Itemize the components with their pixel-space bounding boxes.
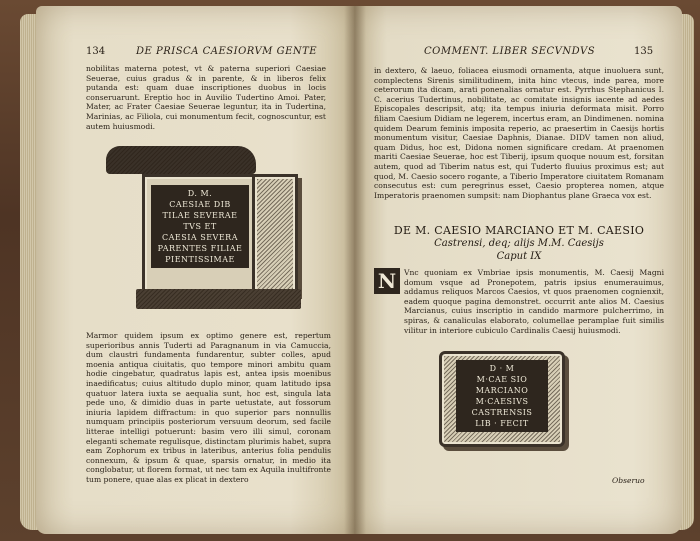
right-running-head: COMMENT. LIBER SECVNDVS bbox=[424, 46, 596, 57]
stone-capital bbox=[106, 146, 256, 174]
stone-side bbox=[252, 174, 298, 295]
right-body-paragraph: Vnc quoniam ex Vmbriae ipsis monumentis, M. Caesij Magni domum vsque ad Pronepotem, patris ipsius enumerauimus, addamus reliquos Marcos Caesios, vt quos praenomen cognienxit, eadem quoque pagina demonstret. occurrit ante alios M. Caesius Marcianus, cuius inscriptio in candido marmore pulcherrimo, in spiras, & canaliculas elaborato, columellae peramplae fuit similis vilitur in interiore cubiculo Cardinalis Caesij huiusmodi. bbox=[404, 268, 664, 335]
left-page-number: 134 bbox=[86, 46, 106, 57]
stone-base bbox=[136, 289, 301, 309]
right-top-paragraph: in dextero, & laeuo, foliacea eiusmodi ornamenta, atque inuoluera sunt, complectens Sirenis similitudinem, inita hinc vtecus, inde parea, more ceterorum ita dicam, arati ponenalias ornatur est. Pyrrhus Stephanicus I. C. acerius Tudertinus, nobilitate, ac comitate insignis iacente ad aedes Episcopales descripsit, atq; ita tempus iniuria deformata misit. Porro filiam Caesium Didiam ne legerem, incertus eram, an Dindimenen. nomina quidem Dearum feminis imposita reperio, ac praesertim in Caesijs hortis monumentum visitur, Caesiae Daphnis, Dianae. DIDV tamen non aliud, quam Didus, hoc est, Didona nomen significare credam. At praenomen mariti Caesiae Seuerae, hoc est Tiberij, ipsum quoque nouum est, forsitan autem, quod ad Tiberim natus est, qui Tuderto fluuius proximus est; aut quod, M. Caesio socero rogante, a Tiberio Imperatore ciuitatem Romanam consecutus est: cum peregrinus esset, Caesio propterea nomen, atque Imperatoris praenomen sumpsit: nam Diophantus plane Graeca vox est. bbox=[374, 66, 664, 200]
cippus-engraving bbox=[106, 146, 306, 326]
column-drum bbox=[439, 351, 565, 447]
open-book bbox=[14, 6, 696, 536]
book-gutter bbox=[344, 6, 366, 534]
decorated-initial: N bbox=[374, 268, 400, 294]
catchword: Obseruo bbox=[612, 476, 645, 485]
chapter-number: Caput IX bbox=[496, 251, 542, 262]
chapter-title: DE M. CAESIO MARCIANO ET M. CAESIO bbox=[393, 224, 645, 237]
right-page bbox=[354, 6, 682, 534]
column-engraving bbox=[439, 351, 569, 451]
right-page-number: 135 bbox=[634, 46, 654, 57]
left-inscription: D. M. CAESIAE DIB TILAE SEVERAE TVS ET CAESIA SEVERA PARENTES FILIAE PIENTISSIMAE bbox=[151, 185, 249, 268]
left-top-paragraph: nobilitas materna potest, vt & paterna superiori Caesiae Seuerae, cuius gradus & in parente, & in liberos felix putanda est: quam duae inscriptiones duobus in locis conseruarunt. Ereptio hoc in Auvilio Tudertino Amoi. Pater, Mater, ac Frater Caesiae Seuerae leguntur, ita in Tudertina, Marinias, ac Filiola, cui monumentum fecit, cognoscuntur, est autem huiusmodi. bbox=[86, 64, 326, 131]
left-running-head: DE PRISCA CAESIORVM GENTE bbox=[136, 46, 318, 57]
left-bottom-paragraph: Marmor quidem ipsum ex optimo genere est, repertum superioribus annis Tuderti ad Paragnanum in via Camuccia, dum claustri fundamenta fundarentur, subter colles, apud moenia antiqua ciuitatis, quo tempore minori ambitu quam hodie cingebatur, quadratus lapis est, antea ipsis moenibus inaedificatus; cuius altitudo duplo minor, quam latitudo ipsa quatuor latera iuxta se aequalia sunt, hoc est, singula lata pede uno, & dimidio duas in parte uetustate, aut fossorum iniuria lapidem diffractum: in quo superior pars nonnullis numquam principiis posteriorum versuum deorum, sed facile litterae intelligi potuerunt: basim vero illi simul, coronam eleganti schemate regulisque, distinctam plurimis habet, supra eam Zophorum ex tribus in lateribus, anterius folia pendulis connexum, & ipsum & quae, sparsis ornatur, in medio ita conglobatur, ut florem format, ut nec tam ex Aquila inultifronte tum ponere, quae alas ex plicat in dextero bbox=[86, 331, 331, 484]
right-inscription: D · M M·CAE SIO MARCIANO M·CAESIVS CASTRENSIS LIB · FECIT bbox=[456, 360, 548, 432]
left-page bbox=[36, 6, 354, 534]
chapter-subtitle: Castrensi, deq; alijs M.M. Caesijs bbox=[434, 238, 604, 249]
stone-slab bbox=[142, 174, 258, 295]
